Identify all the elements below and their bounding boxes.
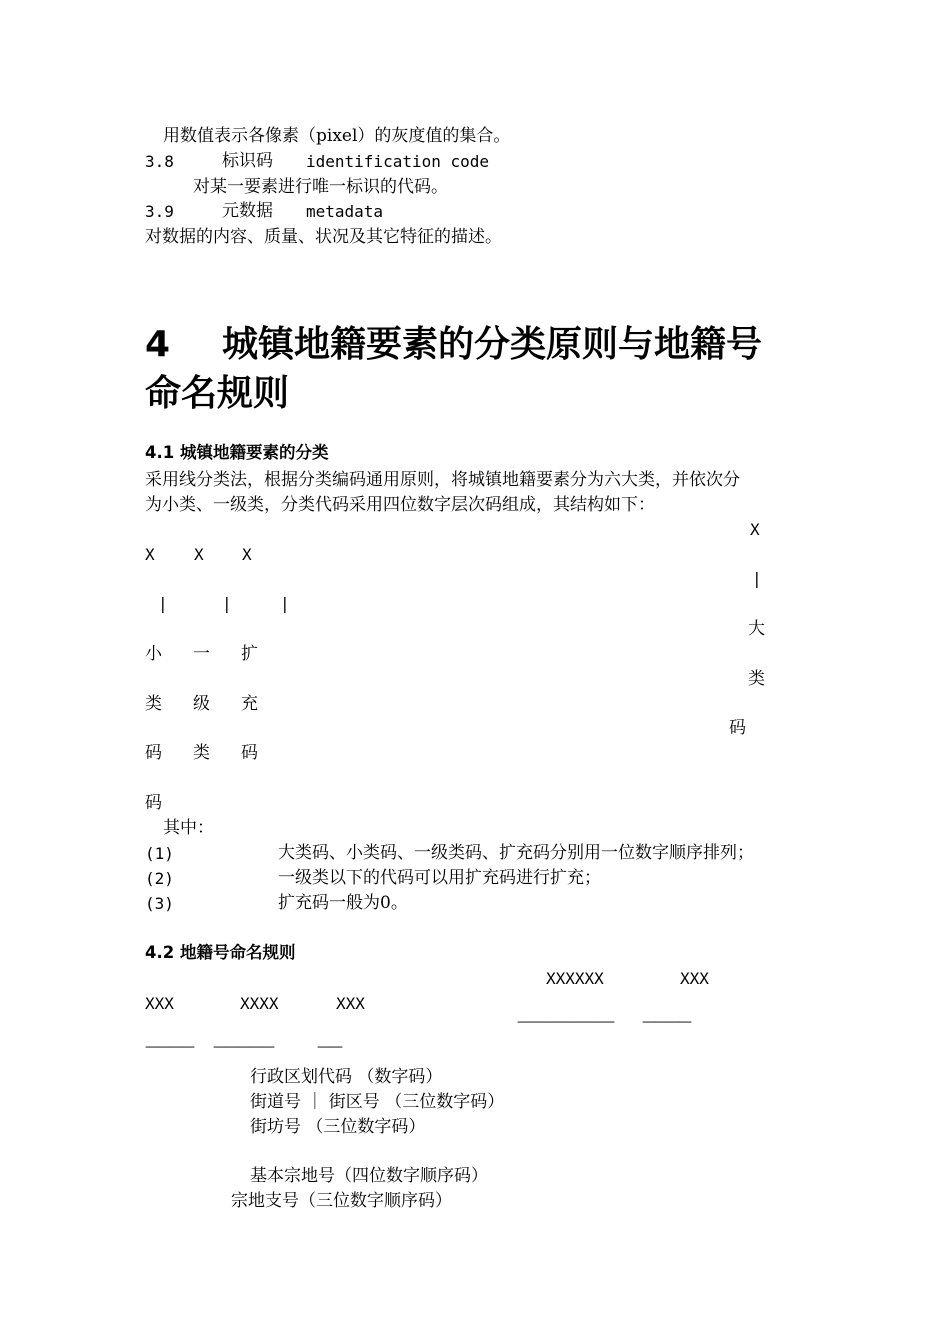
definition-3-9-term: 元数据 — [222, 201, 273, 221]
diagram-col1-char-4: 码 — [145, 793, 162, 813]
chapter-title-line2: 命名规则 — [145, 373, 290, 414]
definition-intro-line: 用数值表示各像素（pixel）的灰度值的集合。 — [163, 126, 511, 146]
section-4-1-para-line1: 采用线分类法，根据分类编码通用原则，将城镇地籍要素分为六大类，并依次分 — [145, 470, 740, 490]
pattern-underline-1: ———————— — [517, 1014, 613, 1030]
pattern-xxx-a: XXX — [680, 969, 709, 988]
label-basic-parcel-number: 基本宗地号（四位数字顺序码） — [250, 1166, 488, 1186]
label-parcel-branch-number: 宗地支号（三位数字顺序码） — [231, 1191, 452, 1211]
definition-3-9-description: 对数据的内容、质量、状况及其它特征的描述。 — [145, 227, 502, 247]
definition-3-8-description: 对某一要素进行唯一标识的代码。 — [193, 177, 448, 197]
definition-3-8-number: 3.8 — [145, 152, 174, 171]
diagram-x-1: X — [145, 545, 155, 564]
diagram-col1-char-3: 码 — [145, 743, 162, 763]
diagram-col3-char-3: 码 — [241, 743, 258, 763]
note-1-text: 大类码、小类码、一级类码、扩充码分别用一位数字顺序排列； — [278, 843, 754, 863]
note-2-number: (2) — [145, 869, 174, 888]
definition-3-9-number: 3.9 — [145, 202, 174, 221]
diagram-major-char-1: 大 — [748, 619, 765, 639]
section-4-1-para-line2: 为小类、一级类，分类代码采用四位数字层次码组成，其结构如下： — [145, 495, 655, 515]
chapter-title-line1: 城镇地籍要素的分类原则与地籍号 — [222, 324, 763, 365]
label-admin-division-code: 行政区划代码 （数字码） — [250, 1067, 443, 1087]
pattern-xxxxxx: XXXXXX — [546, 969, 604, 988]
diagram-col3-char-2: 充 — [241, 694, 258, 714]
pattern-underline-2: ———— — [642, 1014, 690, 1030]
section-4-1-heading: 4.1 城镇地籍要素的分类 — [145, 443, 329, 462]
diagram-major-char-2: 类 — [748, 669, 765, 689]
note-3-text: 扩充码一般为0。 — [278, 893, 408, 913]
note-1-number: (1) — [145, 844, 174, 863]
pattern-underline-3: ———— — [145, 1039, 193, 1055]
diagram-col2-char-3: 类 — [193, 743, 210, 763]
diagram-major-x: X — [750, 520, 760, 539]
note-3-number: (3) — [145, 894, 174, 913]
diagram-x-2: X — [194, 545, 204, 564]
label-neighborhood-number: 街坊号 （三位数字码） — [250, 1117, 426, 1137]
diagram-col3-char-1: 扩 — [241, 644, 258, 664]
pattern-xxx-c: XXX — [336, 994, 365, 1013]
diagram-major-bar: | — [752, 569, 762, 588]
pattern-underline-5: —— — [317, 1039, 341, 1055]
diagram-bar-2: | — [222, 594, 232, 613]
diagram-major-char-3: 码 — [729, 718, 746, 738]
diagram-x-3: X — [242, 545, 252, 564]
definition-3-8-english: identification code — [306, 152, 490, 171]
diagram-bar-1: | — [158, 594, 168, 613]
definition-3-8-term: 标识码 — [222, 151, 273, 171]
definition-3-9-english: metadata — [306, 202, 384, 221]
label-street-block-number: 街道号 ｜ 街区号 （三位数字码） — [250, 1092, 505, 1112]
pattern-xxx-b: XXX — [145, 994, 174, 1013]
diagram-col1-char-1: 小 — [145, 644, 162, 664]
diagram-bar-3: | — [280, 594, 290, 613]
section-4-2-heading: 4.2 地籍号命名规则 — [145, 943, 296, 962]
diagram-col2-char-1: 一 — [193, 644, 210, 664]
diagram-col1-char-2: 类 — [145, 694, 162, 714]
pattern-xxxx: XXXX — [240, 994, 279, 1013]
chapter-number: 4 — [145, 324, 171, 365]
diagram-col2-char-2: 级 — [193, 694, 210, 714]
note-2-text: 一级类以下的代码可以用扩充码进行扩充； — [278, 868, 601, 888]
notes-intro: 其中： — [163, 818, 214, 838]
pattern-underline-4: ————— — [213, 1039, 273, 1055]
